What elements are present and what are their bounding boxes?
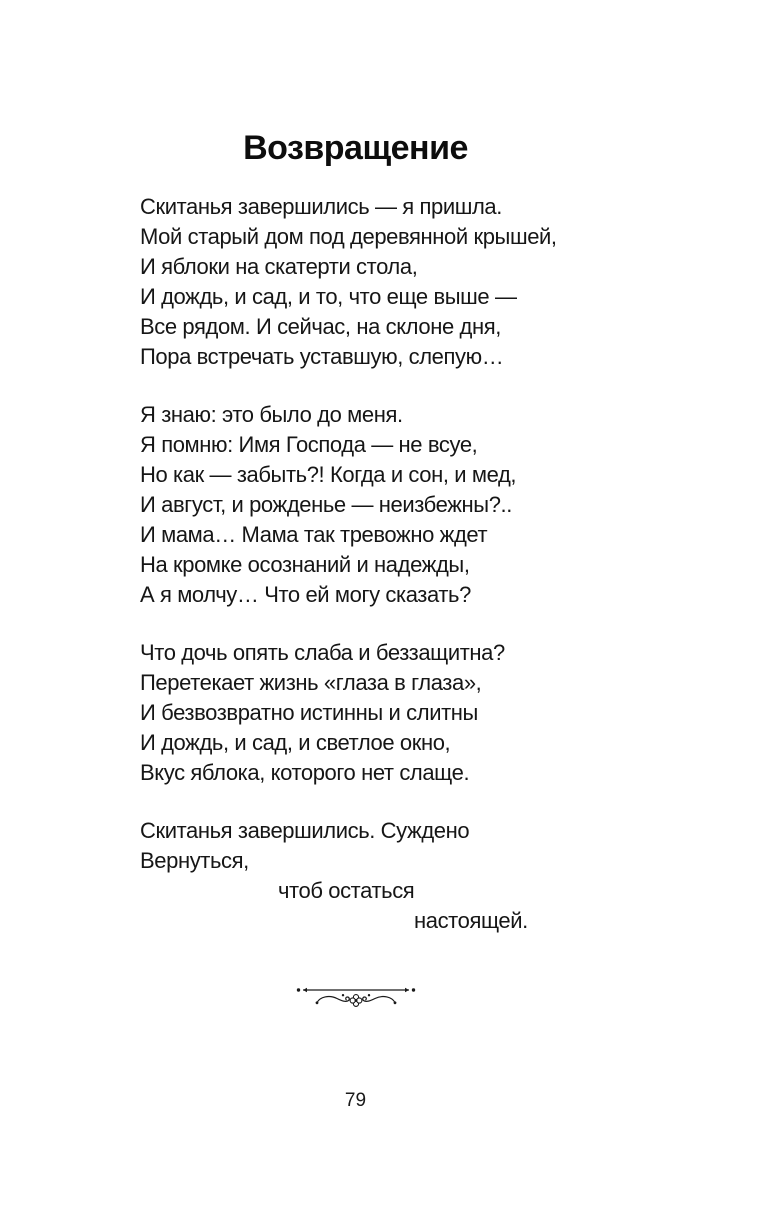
text-column	[140, 0, 571, 1112]
poem-line: И август, и рожденье — неизбежны?..	[140, 492, 512, 517]
page-number: 79	[344, 1090, 367, 1111]
stanza-1	[140, 192, 571, 372]
poem-line: Пора встречать уставшую, слепую…	[140, 344, 504, 369]
poem-line: Но как — забыть?! Когда и сон, и мед,	[140, 462, 517, 487]
poem-line-indented: настоящей.	[414, 908, 528, 933]
poem-line: На кромке осознаний и надежды,	[140, 552, 470, 577]
poem-line: Все рядом. И сейчас, на склоне дня,	[140, 314, 501, 339]
poem-title: Возвращение	[243, 129, 468, 167]
poem-line: И дождь, и сад, и то, что еще выше —	[140, 284, 517, 309]
poem-line: Скитанья завершились. Суждено	[140, 818, 470, 843]
poem-line: Что дочь опять слаба и беззащитна?	[140, 640, 505, 665]
poem-line: Я помню: Имя Господа — не всуе,	[140, 432, 478, 457]
stanza-3	[140, 638, 571, 788]
poem-line: Я знаю: это было до меня.	[140, 402, 403, 427]
poem-line-indented: чтоб остаться	[278, 878, 415, 903]
poem-line: Вернуться,	[140, 848, 249, 873]
poem-body	[140, 192, 571, 936]
poem-line: И яблоки на скатерти стола,	[140, 254, 418, 279]
poem-line: И мама… Мама так тревожно ждет	[140, 522, 488, 547]
stanza-4	[140, 816, 571, 936]
poem-line: И безвозвратно истинны и слитны	[140, 700, 478, 725]
poem-line: Скитанья завершились — я пришла.	[140, 194, 502, 219]
poem-line: Мой старый дом под деревянной крышей,	[140, 224, 557, 249]
poem-line: Перетекает жизнь «глаза в глаза»,	[140, 670, 482, 695]
poem-line: А я молчу… Что ей могу сказать?	[140, 582, 471, 607]
stanza-2	[140, 400, 571, 610]
flourish-divider-icon	[140, 984, 571, 1010]
poem-line: И дождь, и сад, и светлое окно,	[140, 730, 451, 755]
poem-line: Вкус яблока, которого нет слаще.	[140, 760, 470, 785]
